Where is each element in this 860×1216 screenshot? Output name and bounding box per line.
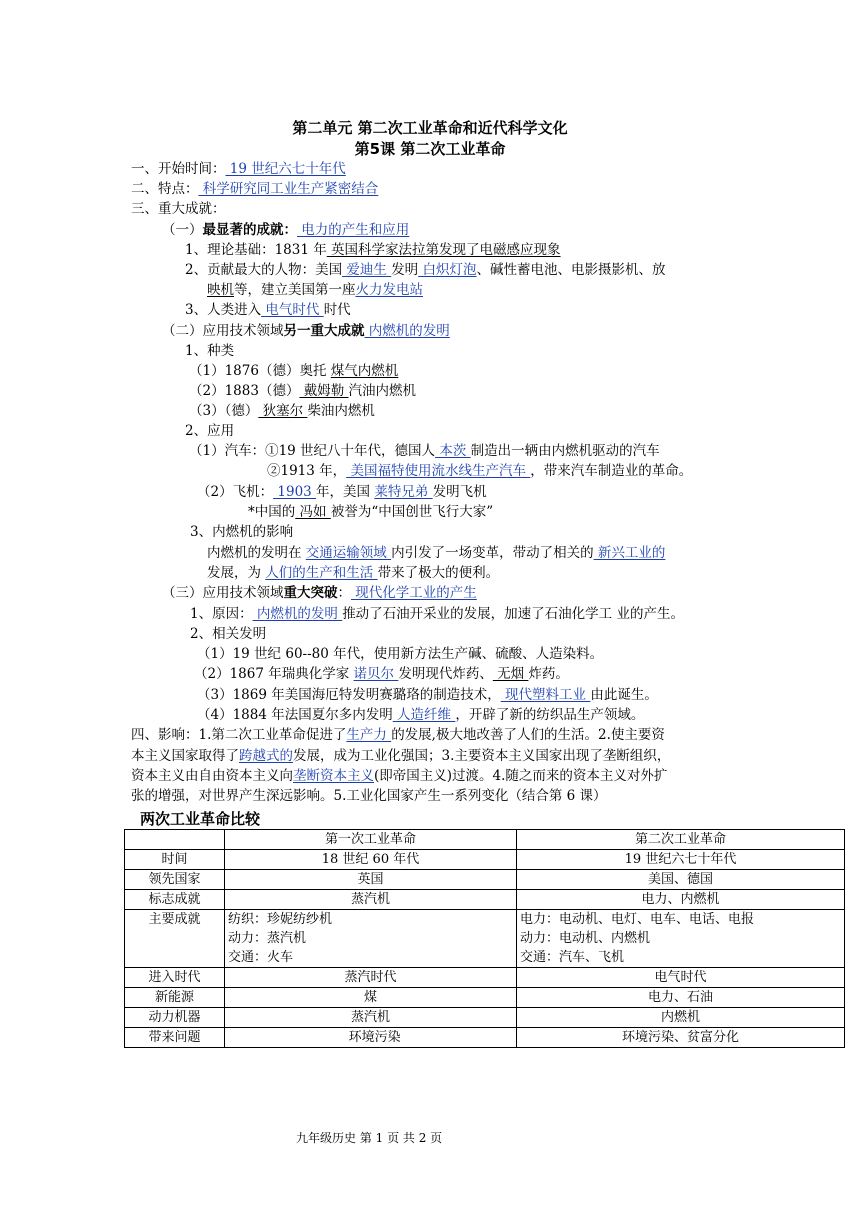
answer-blank: 新兴工业的 — [593, 545, 666, 561]
table-cell: 内燃机 — [517, 1008, 845, 1028]
row-label-cell: 进入时代 — [125, 968, 225, 988]
comparison-title: 两次工业革命比较 — [140, 810, 261, 828]
influence-line-3: 资本主义由自由资本主义向垄断资本主义(即帝国主义)过渡。4.随之而来的资本主义对外扩 — [131, 768, 668, 784]
answer-blank: 人们的生产和生活 — [265, 565, 378, 581]
kind-3: （3）（德） 狄塞尔 柴油内燃机 — [189, 403, 375, 419]
table-cell: 蒸汽机 — [225, 1008, 517, 1028]
table-header-cell: 第一次工业革命 — [225, 830, 517, 850]
influence-line-4: 张的增强，对世界产生深远影响。5.工业化国家产生一系列变化（结合第 6 课） — [131, 788, 607, 804]
table-row — [125, 910, 845, 968]
influence-line-2: 本主义国家取得了跨越式的发展，成为工业化强国；3.主要资本主义国家出现了垄断组织， — [131, 748, 671, 764]
page-footer: 九年级历史 第 1 页 共 2 页 — [296, 1131, 443, 1145]
table-cell: 18 世纪 60 年代 — [225, 850, 517, 870]
answer-blank: 内燃机的发明 — [364, 323, 450, 339]
kind-1: （1）1876（德）奥托 煤气内燃机 — [189, 363, 399, 379]
table-cell: 电力、石油 — [517, 988, 845, 1008]
fengru-line: *中国的 冯如 被誉为“中国创世飞行大家” — [248, 504, 494, 520]
section-2-heading: （二）应用技术领域另一重大成就 内燃机的发明 — [162, 323, 450, 339]
answer-blank: 煤气内燃机 — [330, 363, 399, 379]
table-cell: 电气时代 — [517, 968, 845, 988]
answer-blank: 人造纤维 — [392, 707, 456, 723]
answer-blank: 电气时代 — [261, 302, 324, 318]
answer-blank: 1903 — [273, 484, 317, 500]
invention-1: （1）19 世纪 60--80 年代，使用新方法生产碱、硫酸、人造染料。 — [197, 646, 604, 662]
table-cell: 电力：电动机、电灯、电车、电话、电报 动力：电动机、内燃机 交通：汽车、飞机 — [517, 910, 845, 968]
table-cell: 蒸汽时代 — [225, 968, 517, 988]
table-cell: 环境污染 — [225, 1028, 517, 1048]
impact-heading: 3、内燃机的影响 — [190, 524, 294, 540]
row-label-cell: 新能源 — [125, 988, 225, 1008]
invention-2: （2）1867 年瑞典化学家 诺贝尔 发明现代炸药、 无烟 炸药。 — [194, 666, 569, 682]
section-3-heading: （三）应用技术领域重大突破： 现代化学工业的产生 — [162, 585, 477, 601]
invention-4: （4）1884 年法国夏尔多内发明 人造纤维 ，开辟了新的纺织品生产领域。 — [197, 707, 645, 723]
table-cell: 蒸汽机 — [225, 890, 517, 910]
lesson-title: 第5课 第二次工业革命 — [354, 140, 506, 158]
comparison-table — [124, 829, 845, 1048]
answer-blank: 跨越式的 — [239, 748, 293, 764]
table-cell: 纺织：珍妮纺纱机 动力：蒸汽机 交通：火车 — [225, 910, 517, 968]
answer-blank: 莱特兄弟 — [374, 484, 433, 500]
table-header-cell: 第二次工业革命 — [517, 830, 845, 850]
unit-title: 第二单元 第二次工业革命和近代科学文化 — [292, 119, 568, 137]
feature-line: 二、特点： 科学研究同工业生产紧密结合 — [131, 181, 379, 197]
section-1-heading: （一）最显著的成就： 电力的产生和应用 — [162, 222, 410, 238]
invention-3: （3）1869 年美国海厄特发明赛璐珞的制造技术， 现代塑料工业 由此诞生。 — [197, 687, 658, 703]
reason-line: 1、原因： 内燃机的发明 推动了石油开采业的发展，加速了石油化学工 业的产生。 — [190, 606, 684, 622]
row-label-cell: 带来问题 — [125, 1028, 225, 1048]
row-label-cell: 主要成就 — [125, 910, 225, 968]
table-cell: 煤 — [225, 988, 517, 1008]
answer-blank: 冯如 — [295, 504, 331, 520]
inventions-heading: 2、相关发明 — [190, 626, 267, 642]
answer-blank: 电力的产生和应用 — [297, 222, 410, 238]
answer-blank: 火力发电站 — [355, 282, 423, 298]
answer-blank: 白炽灯泡 — [418, 262, 477, 278]
answer-blank: 诺贝尔 — [353, 666, 399, 682]
row-label-cell: 领先国家 — [125, 870, 225, 890]
table-cell: 环境污染、贫富分化 — [517, 1028, 845, 1048]
contributor-line-cont: 映机等，建立美国第一座火力发电站 — [207, 282, 423, 298]
era-line: 3、人类进入 电气时代 时代 — [185, 302, 351, 318]
answer-blank: 美国福特使用流水线生产汽车 — [346, 463, 531, 479]
impact-line-2: 发展，为 人们的生产和生活 带来了极大的便利。 — [207, 565, 500, 581]
table-cell: 美国、德国 — [517, 870, 845, 890]
kinds-heading: 1、种类 — [185, 343, 235, 359]
answer-blank: 狄塞尔 — [258, 403, 308, 419]
answer-blank: 交通运输领域 — [305, 545, 392, 561]
answer-blank: 科学研究同工业生产紧密结合 — [198, 181, 379, 197]
achievements-heading: 三、重大成就： — [131, 201, 226, 217]
table-row — [125, 1028, 845, 1048]
answer-blank: 英国科学家法拉第发现了电磁感应现象 — [326, 242, 561, 258]
answer-blank: 无烟 — [492, 666, 529, 682]
impact-line-1: 内燃机的发明在 交通运输领域 内引发了一场变革，带动了相关的 新兴工业的 — [207, 545, 666, 561]
row-label-cell: 动力机器 — [125, 1008, 225, 1028]
table-row — [125, 968, 845, 988]
table-row — [125, 850, 845, 870]
table-row — [125, 1008, 845, 1028]
row-label-cell: 标志成就 — [125, 890, 225, 910]
answer-blank: 爱迪生 — [342, 262, 392, 278]
table-row — [125, 890, 845, 910]
start-time-line: 一、开始时间： 19 世纪六七十年代 — [131, 161, 346, 177]
influence-line-1: 四、影响：1.第二次工业革命促进了生产力 的发展,极大地改善了人们的生活。2.使主要资 — [131, 727, 665, 743]
row-label-cell: 时间 — [125, 850, 225, 870]
answer-blank: 垄断资本主义 — [293, 768, 374, 784]
apply-heading: 2、应用 — [185, 423, 235, 439]
table-cell: 电力、内燃机 — [517, 890, 845, 910]
car-line-2: ②1913 年， 美国福特使用流水线生产汽车 ，带来汽车制造业的革命。 — [267, 463, 693, 479]
kind-2: （2）1883（德） 戴姆勒 汽油内燃机 — [189, 383, 417, 399]
answer-blank: 内燃机的发明 — [252, 606, 343, 622]
answer-blank: 现代塑料工业 — [500, 687, 591, 703]
answer-blank: 戴姆勒 — [299, 383, 349, 399]
answer-blank: 19 世纪六七十年代 — [225, 161, 346, 177]
contributor-line: 2、贡献最大的人物：美国 爱迪生 发明 白炽灯泡、碱性蓄电池、电影摄影机、放 — [185, 262, 666, 278]
theory-line: 1、理论基础：1831 年 英国科学家法拉第发现了电磁感应现象 — [185, 242, 561, 258]
answer-blank: 本茨 — [435, 443, 471, 459]
table-row — [125, 988, 845, 1008]
table-row — [125, 870, 845, 890]
table-cell: 英国 — [225, 870, 517, 890]
table-header-cell — [125, 830, 225, 850]
table-header-row — [125, 830, 845, 850]
table-cell: 19 世纪六七十年代 — [517, 850, 845, 870]
answer-blank: 现代化学工业的产生 — [351, 585, 477, 601]
answer-blank: 生产力 — [346, 727, 392, 743]
car-line-1: （1）汽车：①19 世纪八十年代，德国人 本茨 制造出一辆由内燃机驱动的汽车 — [189, 443, 660, 459]
plane-line: （2）飞机： 1903 年，美国 莱特兄弟 发明飞机 — [197, 484, 487, 500]
